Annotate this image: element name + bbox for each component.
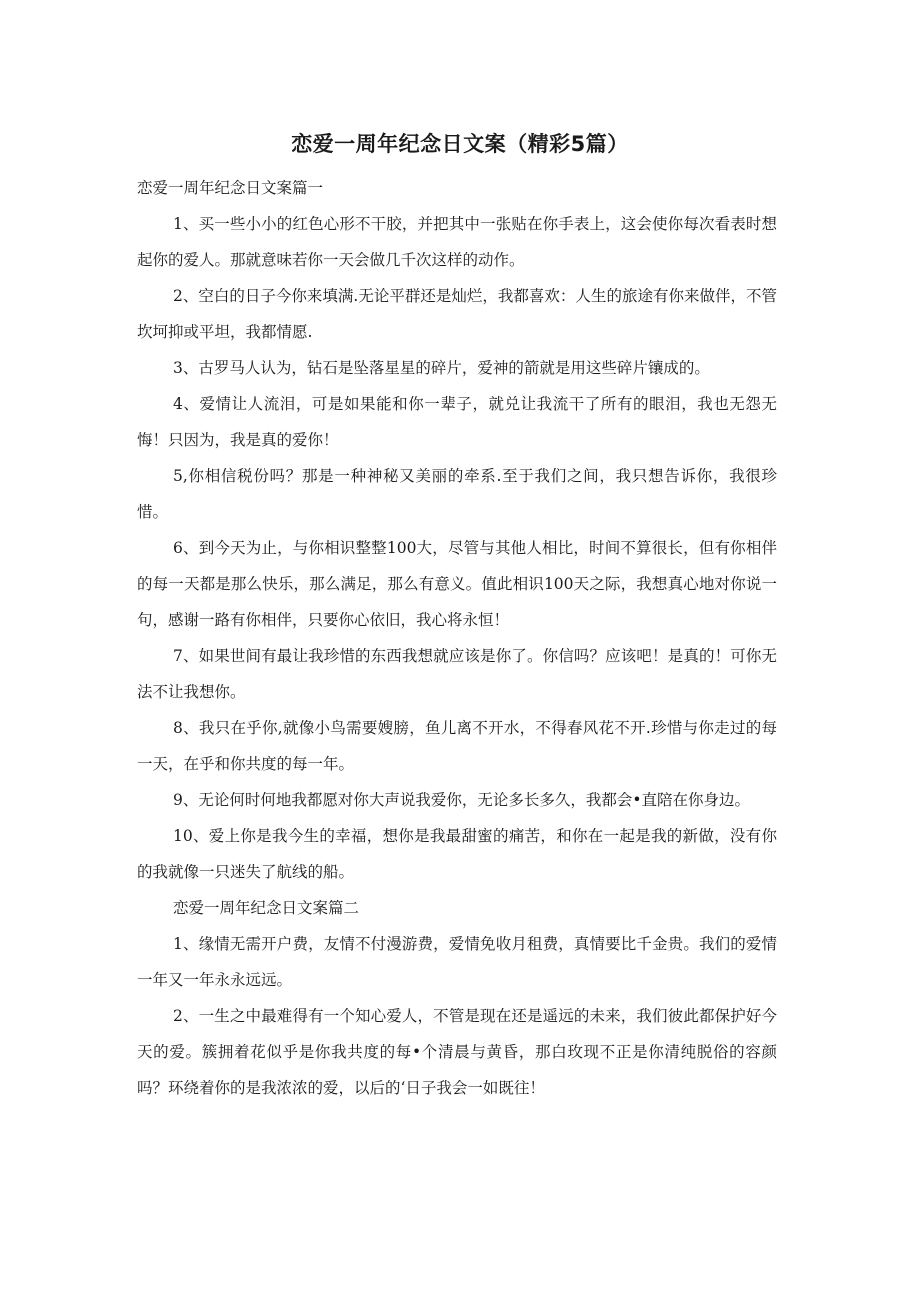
paragraph-1-6: 6、到今天为止，与你相识整整100大，尽管与其他人相比，时间不算很长，但有你相伴的每一天都是那么快乐，那么满足，那么有意义。值此相识100天之际，我想真心地对你说一句，感谢一路有你相伴，只要你心依旧，我心将永恒！ <box>137 539 777 629</box>
paragraph-1-5: 5,你相信税份吗？那是一种神秘又美丽的牵系.至于我们之间，我只想告诉你，我很珍惜。 <box>137 467 777 521</box>
document-title: 恋爱一周年纪念日文案（精彩5篇） <box>291 132 629 156</box>
paragraph-1-1: 1、买一些小小的红色心形不干胶，并把其中一张贴在你手表上，这会使你每次看表时想起你的爱人。那就意味若你一天会做几千次这样的动作。 <box>137 215 777 269</box>
paragraph-1-9: 9、无论何时何地我都愿对你大声说我爱你，无论多长多久，我都会•直陪在你身边。 <box>173 791 751 809</box>
paragraph-2-1: 1、缘情无需开户费，友情不付漫游费，爱情免收月租费，真情要比千金贵。我们的爱情一年又一年永永远远。 <box>137 935 777 989</box>
paragraph-1-10: 10、爱上你是我今生的幸福，想你是我最甜蜜的痛苦，和你在一起是我的新做，没有你的我就像一只迷失了航线的船。 <box>137 827 777 881</box>
paragraph-1-3: 3、古罗马人认为，钻石是坠落星星的碎片，爱神的箭就是用这些碎片镶成的。 <box>173 359 710 377</box>
document-body <box>137 170 777 1106</box>
paragraph-1-8: 8、我只在乎你,就像小鸟需要嫂膀，鱼儿离不开水，不得春风花不开.珍惜与你走过的每一天，在乎和你共度的每一年。 <box>137 719 777 773</box>
section-heading-1: 恋爱一周年纪念日文案篇一 <box>137 179 324 197</box>
section-heading-2: 恋爱一周年纪念日文案篇二 <box>173 899 360 917</box>
paragraph-1-4: 4、爱情让人流泪，可是如果能和你一辈子，就兑让我流干了所有的眼泪，我也无怨无悔！只因为，我是真的爱你！ <box>137 395 777 449</box>
paragraph-1-7: 7、如果世间有最让我珍惜的东西我想就应该是你了。你信吗？应该吧！是真的！可你无法不让我想你。 <box>137 647 777 701</box>
paragraph-1-2: 2、空白的日子今你来填满.无论平群还是灿烂，我都喜欢：人生的旅途有你来做伴，不管坎坷抑或平坦，我都情愿. <box>137 287 777 341</box>
paragraph-2-2: 2、一生之中最难得有一个知心爱人，不管是现在还是遥远的未来，我们彼此都保护好今天的爱。簇拥着花似乎是你我共度的每•个清晨与黄昏，那白玫现不正是你清纯脱俗的容颜吗？环绕着你的是我浓浓的爱，以后的‘日子我会一如既往！ <box>137 1007 777 1097</box>
